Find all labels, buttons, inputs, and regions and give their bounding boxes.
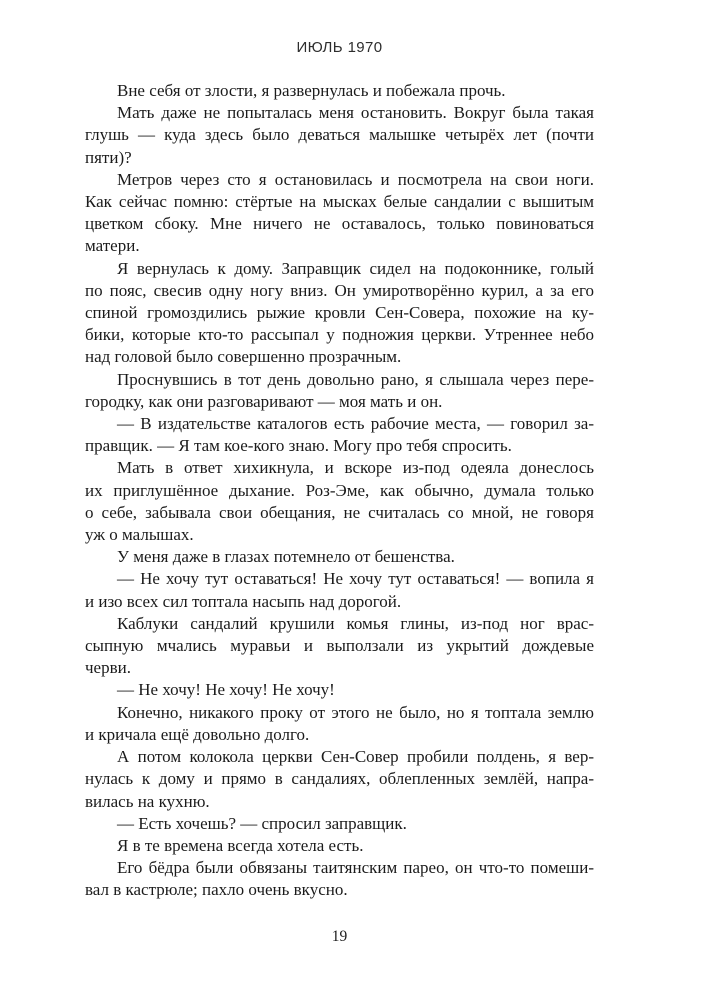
text-line: городку, как они разговаривают — моя мать и он. — [85, 391, 443, 411]
paragraph — [85, 369, 594, 413]
text-line: правщик. — Я там кое-кого знаю. Могу про тебя спросить. — [85, 436, 512, 456]
text-line: Как сейчас помню: стёртые на мысках белые сандалии с вышитым — [85, 192, 594, 212]
paragraph — [85, 546, 594, 568]
paragraph — [85, 746, 594, 813]
text-line: над головой было совершенно прозрачным. — [85, 347, 402, 367]
text-line: Вне себя от злости, я развернулась и побежала прочь. — [117, 81, 506, 100]
text-line: Его бёдра были обвязаны таитянским парео, он что-то помеши- — [117, 858, 594, 878]
text-line: по пояс, свесив одну ногу вниз. Он умиротворённо курил, а за его — [85, 280, 594, 300]
text-line: цветком сбоку. Мне ничего не оставалось, только повиноваться — [85, 214, 594, 234]
text-line: Метров через сто я остановилась и посмотрела на свои ноги. — [117, 169, 594, 189]
text-line: уж о малышах. — [85, 525, 194, 545]
paragraph — [85, 102, 594, 169]
paragraph — [85, 457, 594, 546]
text-line: глушь — куда здесь было деваться малышке четырёх лет (почти — [85, 125, 594, 145]
text-line: — Не хочу! Не хочу! Не хочу! — [117, 680, 335, 700]
paragraph — [85, 413, 594, 457]
text-line: и кричала ещё довольно долго. — [85, 724, 310, 744]
body-text — [85, 80, 594, 902]
text-line: — Есть хочешь? — спросил заправщик. — [117, 813, 407, 833]
text-line: о себе, забывала свои обещания, не считалась со мной, не говоря — [85, 502, 594, 522]
paragraph — [85, 169, 594, 258]
paragraph — [85, 258, 594, 369]
text-line: — В издательстве каталогов есть рабочие места, — говорил за- — [117, 414, 594, 434]
paragraph — [85, 835, 594, 857]
text-line: и изо всех сил топтала насыпь над дорогой. — [85, 591, 402, 611]
text-line: — Не хочу тут оставаться! Не хочу тут оставаться! — вопила я — [117, 569, 594, 589]
text-line: черви. — [85, 658, 131, 678]
paragraph — [85, 813, 594, 835]
page-number: 19 — [331, 928, 348, 945]
paragraph — [85, 613, 594, 680]
text-line: У меня даже в глазах потемнело от бешенства. — [117, 547, 455, 567]
text-line: вал в кастрюле; пахло очень вкусно. — [85, 880, 348, 900]
paragraph — [85, 702, 594, 746]
text-line: Я вернулась к дому. Заправщик сидел на подоконнике, голый — [117, 258, 594, 278]
text-line: Мать даже не попыталась меня остановить. Вокруг была такая — [117, 103, 594, 123]
paragraph — [85, 857, 594, 901]
text-line: спиной громоздились рыжие кровли Сен-Совера, похожие на ку- — [85, 303, 594, 323]
text-line: Конечно, никакого проку от этого не было, но я топтала землю — [117, 702, 594, 722]
text-line: их приглушённое дыхание. Роз-Эме, как обычно, думала только — [85, 480, 594, 500]
paragraph — [85, 80, 594, 102]
running-head: ИЮЛЬ 1970 — [296, 39, 383, 56]
paragraph — [85, 568, 594, 612]
text-line: сыпную мчались муравьи и выползали из укрытий дождевые — [85, 636, 594, 656]
text-line: вилась на кухню. — [85, 791, 210, 811]
text-line: Каблуки сандалий крушили комья глины, из-под ног врас- — [117, 613, 594, 633]
text-line: А потом колокола церкви Сен-Совер пробили полдень, я вер- — [117, 747, 594, 767]
text-line: матери. — [85, 236, 140, 256]
text-line: пяти)? — [85, 147, 132, 167]
text-line: Проснувшись в тот день довольно рано, я слышала через пере- — [117, 369, 594, 389]
text-line: бики, которые кто-то рассыпал у подножия церкви. Утреннее небо — [85, 325, 594, 345]
paragraph — [85, 679, 594, 701]
text-line: Я в те времена всегда хотела есть. — [117, 835, 364, 855]
text-line: нулась к дому и прямо в сандалиях, облепленных землёй, напра- — [85, 769, 594, 789]
text-line: Мать в ответ хихикнула, и вскоре из-под одеяла донеслось — [117, 458, 594, 478]
